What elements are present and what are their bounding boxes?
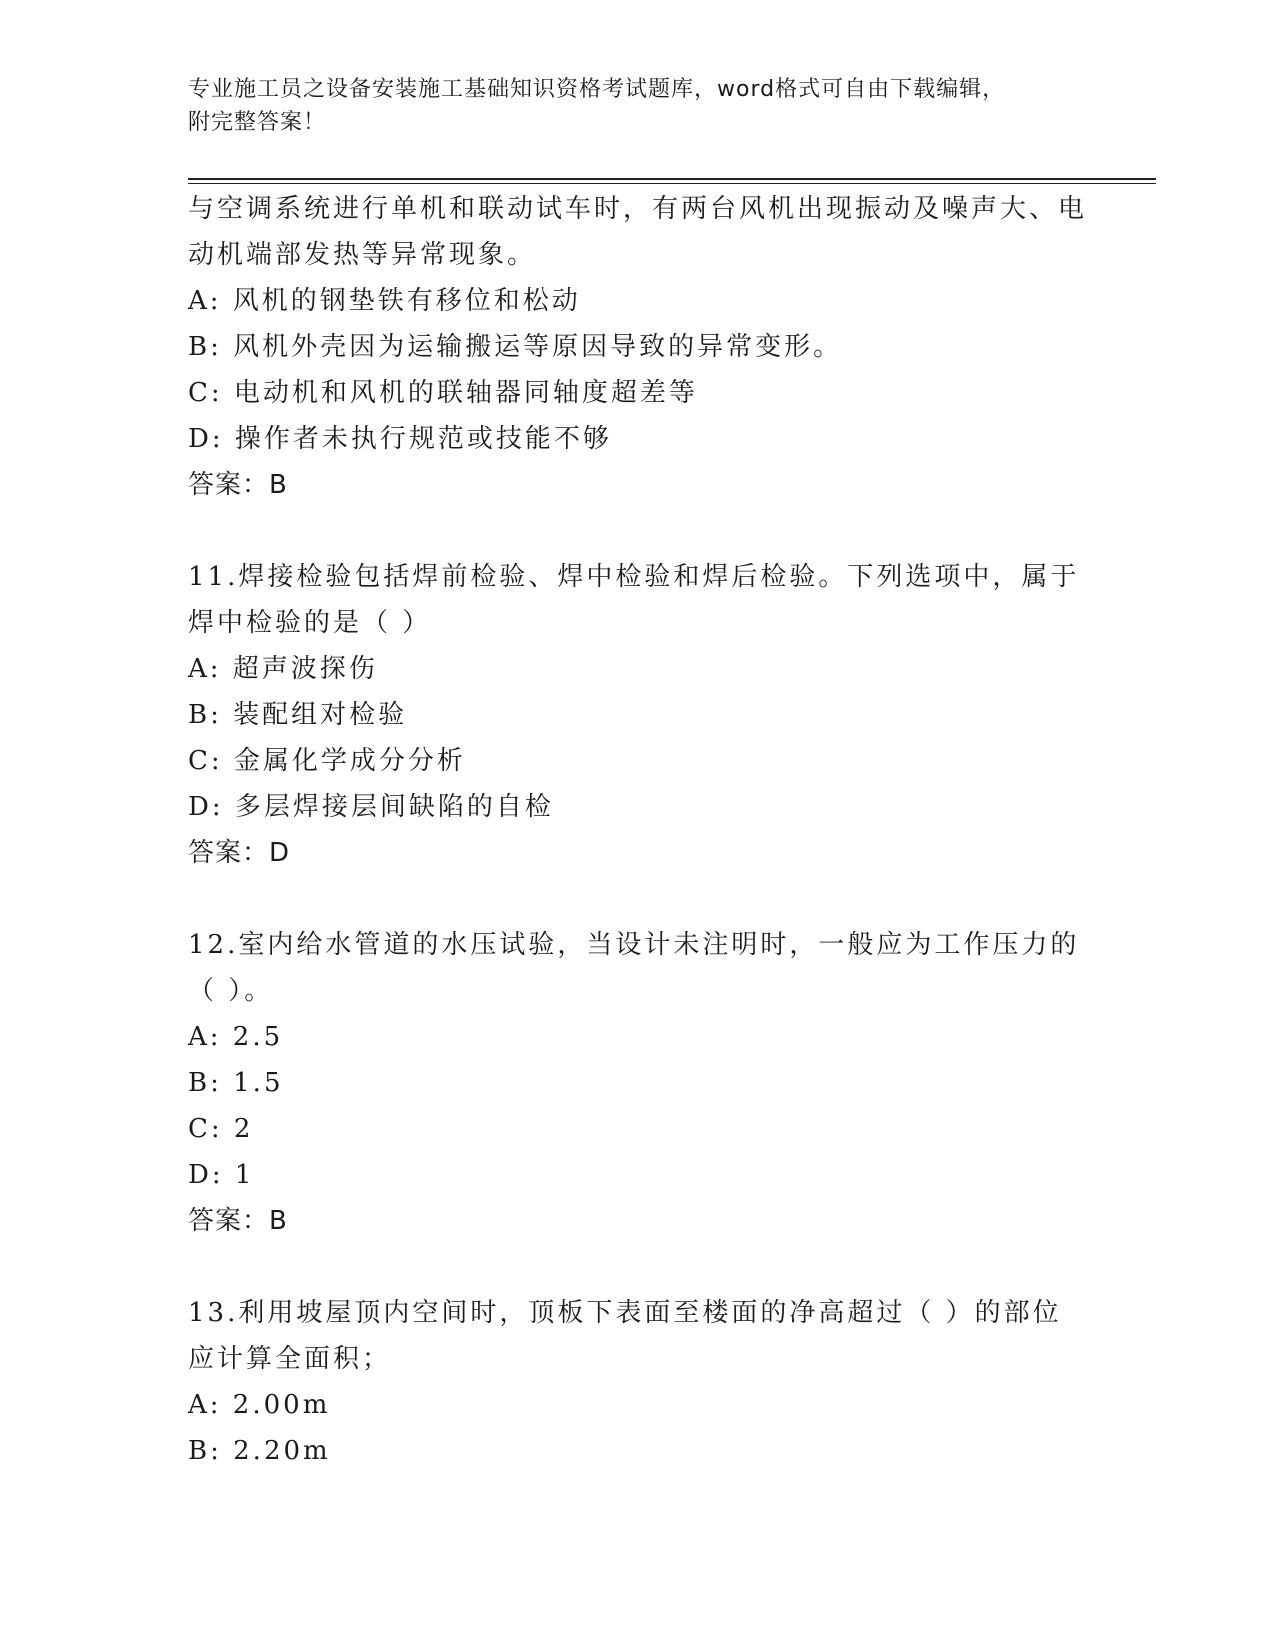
answer-text: 答案：B — [188, 1206, 288, 1236]
option-c: C: 2 — [188, 1114, 254, 1144]
option-b: B: 风机外壳因为运输搬运等原因导致的异常变形。 — [188, 332, 843, 362]
header-line-2: 附完整答案！ — [188, 110, 327, 135]
option-b: B: 1.5 — [188, 1068, 284, 1098]
question-block — [188, 554, 1088, 876]
header-line-1: 专业施工员之设备安装施工基础知识资格考试题库，word格式可自由下载编辑， — [188, 77, 1006, 102]
question-block — [188, 922, 1088, 1244]
question-block — [188, 186, 1088, 508]
answer-text: 答案：B — [188, 470, 288, 500]
answer-text: 答案：D — [188, 838, 291, 868]
option-d: D: 多层焊接层间缺陷的自检 — [188, 792, 554, 822]
option-a: A: 超声波探伤 — [188, 654, 378, 684]
option-d: D: 1 — [188, 1160, 255, 1190]
question-text: 11.焊接检验包括焊前检验、焊中检验和焊后检验。下列选项中，属于焊中检验的是（ ） — [188, 562, 1080, 638]
option-a: A: 2.5 — [188, 1022, 284, 1052]
option-c: C: 电动机和风机的联轴器同轴度超差等 — [188, 378, 698, 408]
option-c: C: 金属化学成分分析 — [188, 746, 466, 776]
option-b: B: 2.20m — [188, 1436, 331, 1466]
question-text: 与空调系统进行单机和联动试车时，有两台风机出现振动及噪声大、电动机端部发热等异常现象。 — [188, 194, 1088, 270]
question-list — [188, 186, 1088, 1520]
question-text: 12.室内给水管道的水压试验，当设计未注明时，一般应为工作压力的（ ）。 — [188, 930, 1080, 1006]
header-divider-thin — [188, 183, 1156, 184]
question-text: 13.利用坡屋顶内空间时，顶板下表面至楼面的净高超过（ ）的部位应计算全面积； — [188, 1298, 1062, 1374]
option-b: B: 装配组对检验 — [188, 700, 408, 730]
option-a: A: 2.00m — [188, 1390, 331, 1420]
option-d: D: 操作者未执行规范或技能不够 — [188, 424, 612, 454]
document-header — [188, 73, 1088, 139]
question-block — [188, 1290, 1088, 1474]
header-divider-thick — [188, 178, 1156, 180]
option-a: A: 风机的钢垫铁有移位和松动 — [188, 286, 581, 316]
